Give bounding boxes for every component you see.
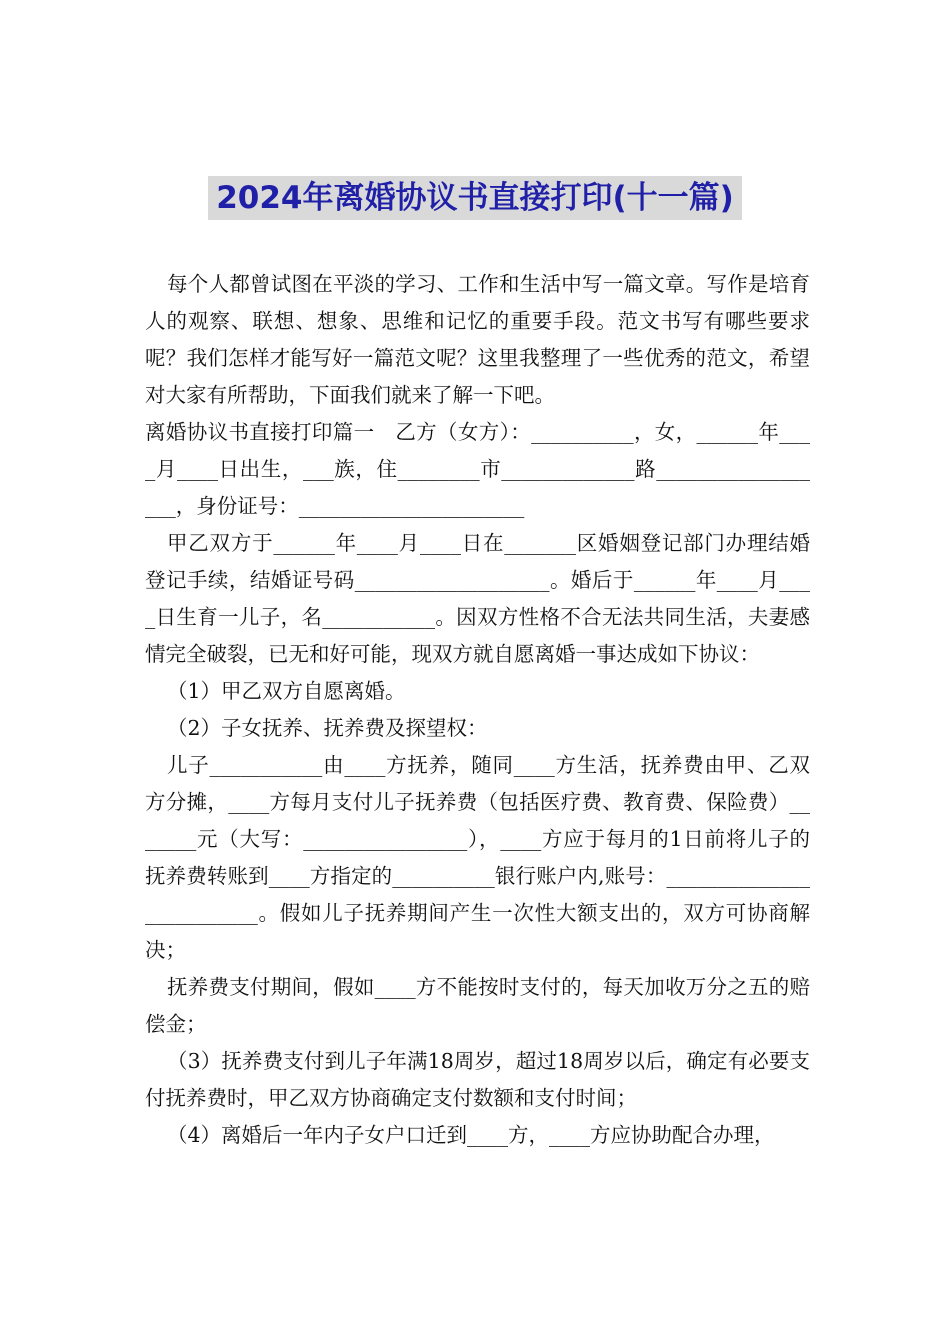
title-container bbox=[0, 176, 950, 220]
clause-2-heading-paragraph: （2）子女抚养、抚养费及探望权： bbox=[167, 716, 488, 740]
child-support-paragraph: 儿子___________由____方抚养，随同____方生活，抚养费由甲、乙双方分摊，____方每月支付儿子抚养费（包括医疗费、教育费、保险费）_______元（大写：________________），____方应于每月的1日前将儿子的抚养费转账到____方指定的__________银行账户内,账号：_________________________。假如儿子抚养期间产生一次性大额支出的，双方可协商解决； bbox=[145, 753, 810, 962]
late-payment-paragraph: 抚养费支付期间，假如____方不能按时支付的，每天加收万分之五的赔偿金； bbox=[145, 975, 810, 1036]
intro-paragraph: 每个人都曾试图在平淡的学习、工作和生活中写一篇文章。写作是培育人的观察、联想、想象、思维和记忆的重要手段。范文书写有哪些要求呢？我们怎样才能写好一篇范文呢？这里我整理了一些优秀的范文，希望对大家有所帮助，下面我们就来了解一下吧。 bbox=[145, 272, 810, 407]
clause-3-paragraph: （3）抚养费支付到儿子年满18周岁，超过18周岁以后，确定有必要支付抚养费时，甲乙双方协商确定支付数额和支付时间； bbox=[145, 1049, 810, 1110]
marriage-info-paragraph: 甲乙双方于______年____月____日在_______区婚姻登记部门办理结婚登记手续，结婚证号码___________________。婚后于______年____月____日生育一儿子，名___________。因双方性格不合无法共同生活，夫妻感情完全破裂，已无和好可能，现双方就自愿离婚一事达成如下协议： bbox=[145, 531, 810, 666]
clause-4-paragraph: （4）离婚后一年内子女户口迁到____方，____方应协助配合办理， bbox=[167, 1123, 775, 1147]
party-b-info-paragraph: 离婚协议书直接打印篇一 乙方（女方）：__________，女，______年____月____日出生，___族，住________市_____________路__________________，身份证号：______________________ bbox=[145, 420, 810, 518]
clause-1-paragraph: （1）甲乙双方自愿离婚。 bbox=[167, 679, 406, 703]
document-title: 2024年离婚协议书直接打印(十一篇) bbox=[208, 176, 742, 220]
document-body bbox=[145, 266, 810, 1154]
